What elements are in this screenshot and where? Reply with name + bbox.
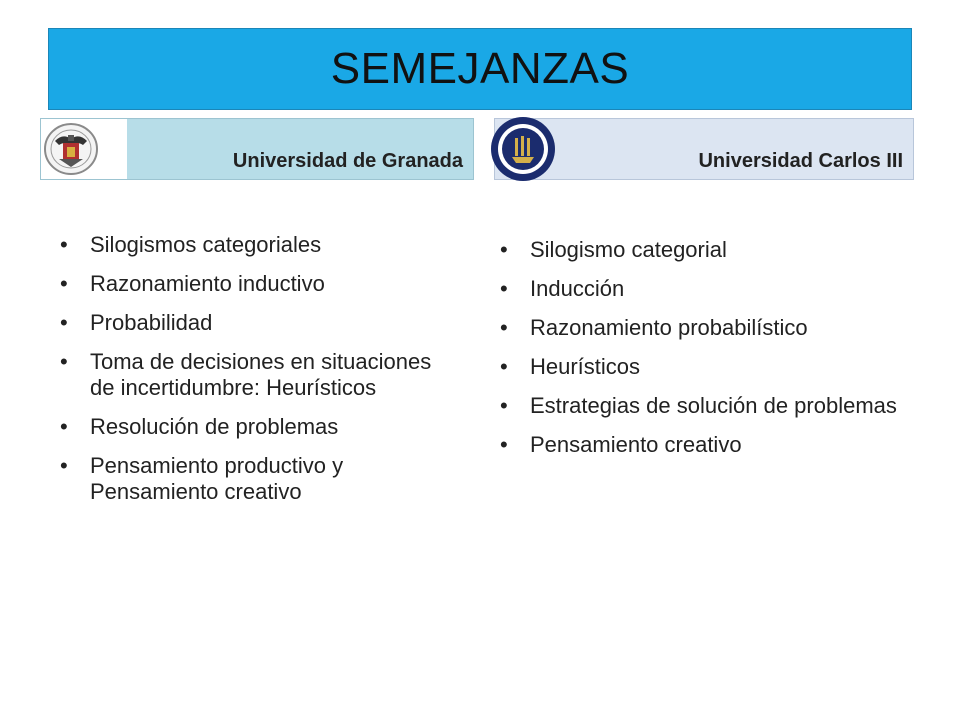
university-name-carlos-iii: Universidad Carlos III [698,150,903,172]
page-title: SEMEJANZAS [330,44,630,93]
list-item: • Silogismo categorial [500,237,900,263]
granada-coat-of-arms-icon [41,119,127,179]
list-item: • Toma de decisiones en situaciones de incertidumbre: Heurísticos [60,349,460,401]
list-item: • Razonamiento inductivo [60,271,460,297]
title-banner [48,28,912,110]
list-item: • Estrategias de solución de problemas [500,393,900,419]
list-item: • Inducción [500,276,900,302]
university-header-granada [40,118,474,180]
carlos-iii-seal-icon [485,115,561,183]
list-item: • Probabilidad [60,310,460,336]
list-item: • Pensamiento creativo [500,432,900,458]
list-item: • Resolución de problemas [60,414,460,440]
university-header-carlos-iii [494,118,914,180]
list-item: • Razonamiento probabilístico [500,315,900,341]
carlos-iii-topics-list [500,237,900,471]
list-item: • Heurísticos [500,354,900,380]
list-item: • Silogismos categoriales [60,232,460,258]
university-name-granada: Universidad de Granada [232,150,463,172]
list-item: • Pensamiento productivo y Pensamiento creativo [60,453,460,505]
granada-topics-list [60,232,460,518]
